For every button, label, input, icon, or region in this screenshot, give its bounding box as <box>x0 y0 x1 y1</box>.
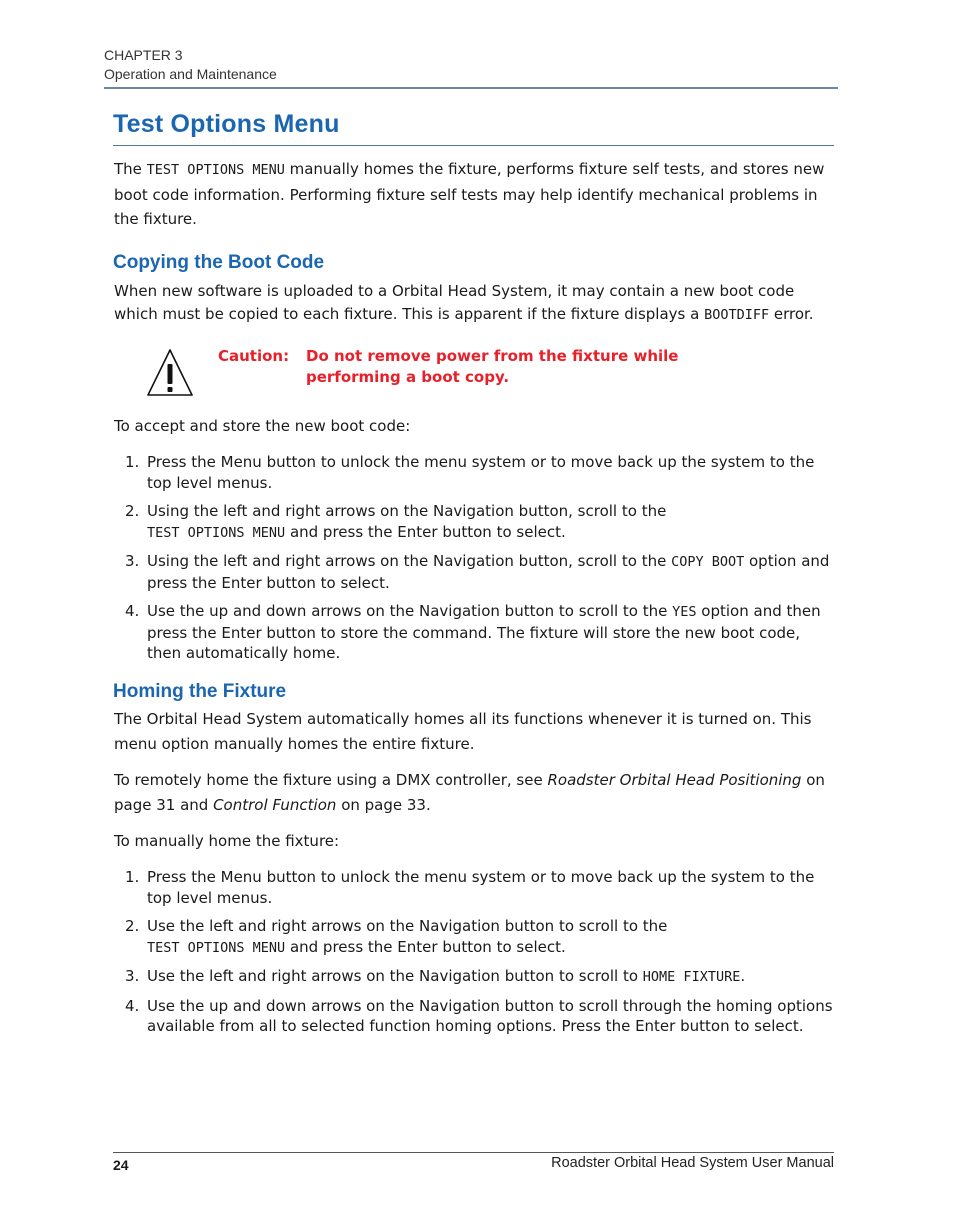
step-number: 1. <box>125 868 140 886</box>
step-number: 3. <box>125 967 140 985</box>
step-text-post: option and then press the Enter button to store the command. The fixture will store the new boot code, then automatically home. <box>147 602 821 662</box>
step-text-post: and press the Enter button to select. <box>285 937 566 956</box>
step-text-pre: Using the left and right arrows on the Navigation button, scroll to the <box>147 502 667 520</box>
list-item <box>114 867 834 908</box>
list-item <box>114 916 834 958</box>
step-number: 2. <box>125 502 140 520</box>
title-divider <box>113 145 834 146</box>
intro-paragraph <box>114 157 834 232</box>
list-item <box>114 452 834 493</box>
caution-line-1: Do not remove power from the fixture while <box>306 347 679 365</box>
step-text-pre: Use the up and down arrows on the Navigation button to scroll to the <box>147 602 673 620</box>
homing-steps-list <box>114 867 834 1045</box>
header-divider <box>104 87 838 89</box>
homing-heading: Homing the Fixture <box>113 681 287 702</box>
intro-text-pre: The <box>114 160 147 178</box>
homing-text-pre: To remotely home the fixture using a DMX controller, see <box>114 771 548 789</box>
step-text: Press the Menu button to unlock the menu system or to move back up the system to the top level menus. <box>147 868 815 907</box>
caution-line-2: performing a boot copy. <box>306 368 510 386</box>
caution-label: Caution: <box>218 347 290 365</box>
step-text-post: and press the Enter button to select. <box>285 522 566 541</box>
homing-text-mid: on page 31 and <box>114 771 825 814</box>
cross-reference: Control Function <box>213 795 337 814</box>
list-item <box>114 966 834 988</box>
boot-heading: Copying the Boot Code <box>113 252 325 273</box>
section-label: Operation and Maintenance <box>104 66 277 82</box>
boot-steps-lead: To accept and store the new boot code: <box>114 417 411 435</box>
step-code: TEST OPTIONS MENU <box>147 524 286 541</box>
intro-text-post: manually homes the fixture, performs fixture self tests, and stores new boot code information. Performing fixture self tests may help identify mechanical problems in the fixture. <box>114 160 825 228</box>
caution-message <box>306 346 726 388</box>
manual-title: Roadster Orbital Head System User Manual <box>551 1155 834 1171</box>
list-item <box>114 501 834 543</box>
chapter-label: CHAPTER 3 <box>104 47 183 63</box>
boot-text-post: error. <box>769 305 814 323</box>
step-number: 2. <box>125 917 140 935</box>
homing-paragraph-1: The Orbital Head System automatically homes all its functions whenever it is turned on. This menu option manually homes the entire fixture. <box>114 710 812 753</box>
boot-text-pre: When new software is uploaded to a Orbital Head System, it may contain a new boot code which must be copied to each fixture. This is apparent if the fixture displays a <box>114 282 795 323</box>
list-item <box>114 601 834 664</box>
page-number: 24 <box>113 1157 129 1173</box>
step-text-pre: Using the left and right arrows on the Navigation button, scroll to the <box>147 552 672 570</box>
list-item <box>114 996 834 1037</box>
boot-paragraph <box>114 280 834 327</box>
step-number: 3. <box>125 552 140 570</box>
intro-code: TEST OPTIONS MENU <box>146 162 285 178</box>
homing-steps-lead: To manually home the fixture: <box>114 832 340 850</box>
step-code: HOME FIXTURE <box>642 969 741 985</box>
step-text-post: option and press the Enter button to select. <box>147 552 830 592</box>
step-code: YES <box>672 604 697 620</box>
step-text: Press the Menu button to unlock the menu system or to move back up the system to the top level menus. <box>147 453 815 492</box>
step-number: 4. <box>125 996 140 1015</box>
step-code: TEST OPTIONS MENU <box>147 939 286 956</box>
list-item <box>114 551 834 593</box>
step-number: 1. <box>125 453 140 471</box>
warning-triangle-icon <box>146 348 194 398</box>
step-text-post: . <box>740 967 746 985</box>
step-text-pre: Use the left and right arrows on the Navigation button to scroll to <box>147 967 643 985</box>
footer-divider <box>113 1152 834 1153</box>
homing-paragraph-2 <box>114 768 834 817</box>
step-text: Use the up and down arrows on the Navigation button to scroll through the homing options available from all to selected function homing options. Press the Enter button to select. <box>147 996 833 1035</box>
step-code: COPY BOOT <box>671 554 745 570</box>
boot-code: BOOTDIFF <box>704 307 770 323</box>
cross-reference: Roadster Orbital Head Positioning <box>547 771 802 789</box>
homing-text-post: on page 33. <box>336 795 431 814</box>
page-title: Test Options Menu <box>113 110 340 138</box>
step-number: 4. <box>125 602 140 620</box>
step-text-pre: Use the left and right arrows on the Navigation button to scroll to the <box>147 917 668 935</box>
running-header <box>104 46 838 84</box>
boot-steps-list <box>114 452 834 672</box>
